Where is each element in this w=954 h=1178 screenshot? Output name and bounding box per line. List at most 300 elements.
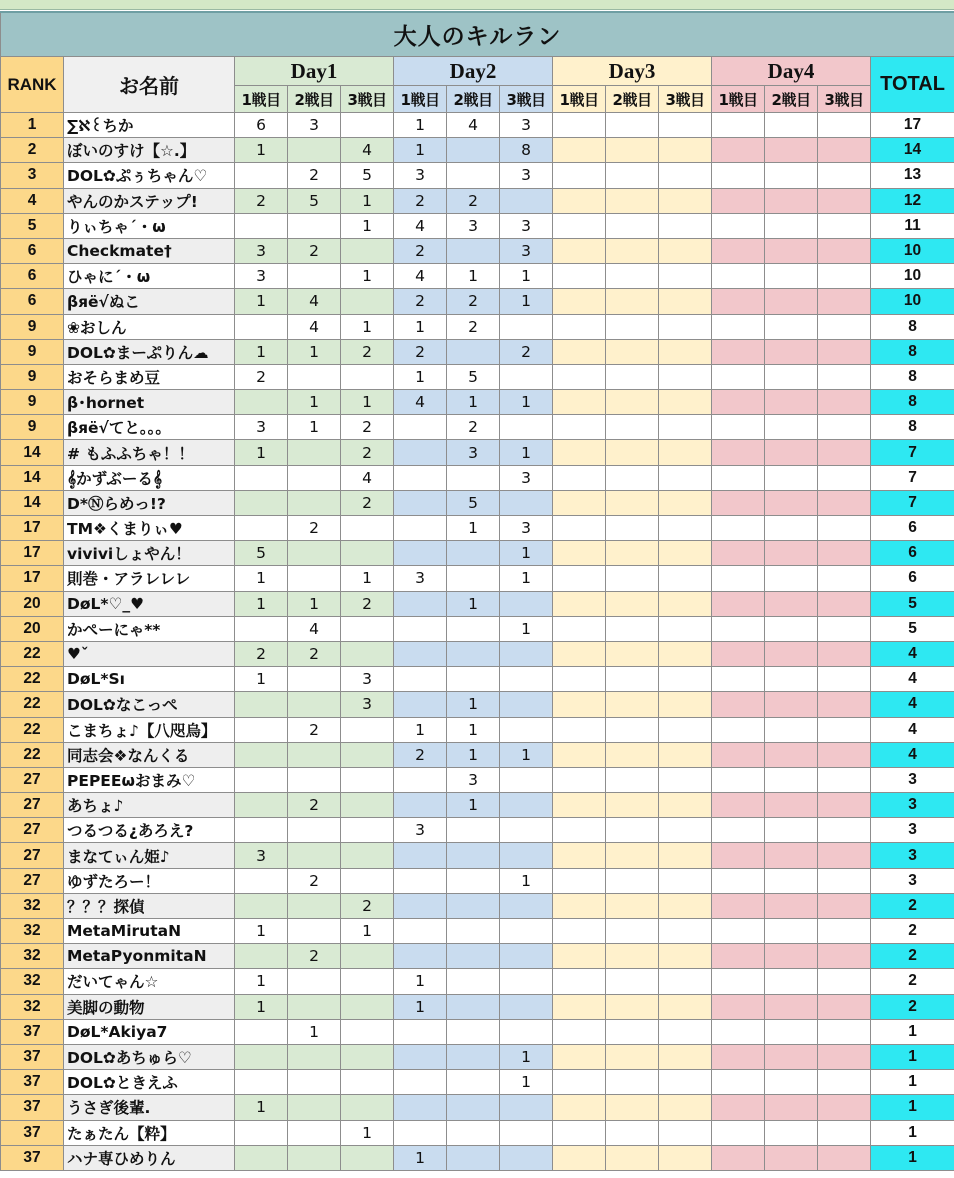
table-row (1, 969, 954, 994)
rank-header: RANK (1, 57, 64, 113)
rank-cell: 37 (1, 1019, 64, 1044)
day3-battle2-score-cell (606, 1070, 659, 1095)
day1-battle3-score-cell (341, 289, 394, 314)
day4-battle2-score-cell (765, 516, 818, 541)
player-name-cell: viviviしょやん！ (64, 541, 235, 566)
day1-battle3-score-cell: 2 (341, 440, 394, 465)
day2-battle3-score-cell: 1 (500, 541, 553, 566)
table-row (1, 566, 954, 591)
table-row (1, 188, 954, 213)
table-row (1, 692, 954, 717)
kill-ranking-table (0, 11, 954, 1171)
day1-battle2-score-cell (288, 465, 341, 490)
day4-battle2-score-cell (765, 415, 818, 440)
day4-battle1-score-cell (712, 213, 765, 238)
player-name-cell: りぃちゃ´・ω (64, 213, 235, 238)
day2-battle1-score-cell (394, 1095, 447, 1120)
day4-battle3-score-cell (818, 742, 871, 767)
day1-battle3-score-cell (341, 1070, 394, 1095)
day3-battle2-score-cell (606, 364, 659, 389)
day4-battle2-score-cell (765, 994, 818, 1019)
day2-battle2-score-cell (447, 969, 500, 994)
day4-battle3-score-cell (818, 616, 871, 641)
day4-battle3-score-cell (818, 994, 871, 1019)
day2-battle1-score-cell (394, 541, 447, 566)
rank-cell: 14 (1, 440, 64, 465)
total-cell: 3 (871, 793, 954, 818)
day3-battle3-score-cell (659, 919, 712, 944)
day2-battle3-score-cell: 1 (500, 566, 553, 591)
day2-battle2-score-cell: 1 (447, 390, 500, 415)
day1-battle3-score-cell: 5 (341, 163, 394, 188)
total-cell: 17 (871, 113, 954, 138)
day3-battle2-score-cell (606, 113, 659, 138)
day4-battle1-score-cell (712, 919, 765, 944)
day3-battle2-score-cell (606, 289, 659, 314)
day2-battle2-score-cell: 1 (447, 742, 500, 767)
day3-battle2-score-cell (606, 188, 659, 213)
day4-battle3-score-cell (818, 289, 871, 314)
day2-battle2-score-cell: 2 (447, 188, 500, 213)
day4-battle1-score-cell (712, 163, 765, 188)
player-name-cell: DOL✿ときえふ (64, 1070, 235, 1095)
total-cell: 2 (871, 994, 954, 1019)
day2-battle2-score-cell (447, 616, 500, 641)
day4-battle1-header: 1戦目 (712, 86, 765, 113)
day3-battle1-score-cell (553, 1095, 606, 1120)
day4-battle2-score-cell (765, 465, 818, 490)
day2-battle1-score-cell (394, 1044, 447, 1069)
day1-battle1-score-cell (235, 1070, 288, 1095)
day4-battle1-score-cell (712, 415, 765, 440)
day2-battle2-score-cell (447, 1070, 500, 1095)
day2-battle3-score-cell (500, 969, 553, 994)
day2-battle3-score-cell (500, 843, 553, 868)
day2-battle3-score-cell (500, 314, 553, 339)
day3-battle1-score-cell (553, 793, 606, 818)
total-cell: 6 (871, 541, 954, 566)
day1-battle2-score-cell (288, 440, 341, 465)
day1-battle3-score-cell: 1 (341, 390, 394, 415)
total-cell: 1 (871, 1044, 954, 1069)
total-cell: 4 (871, 667, 954, 692)
day2-battle3-score-cell: 3 (500, 465, 553, 490)
player-name-cell: かぺーにゃ** (64, 616, 235, 641)
day2-battle3-score-cell (500, 1145, 553, 1170)
day1-battle1-score-cell (235, 692, 288, 717)
total-cell: 4 (871, 692, 954, 717)
day1-battle1-score-cell (235, 818, 288, 843)
total-cell: 10 (871, 238, 954, 263)
day4-battle2-score-cell (765, 238, 818, 263)
day3-battle1-score-cell (553, 390, 606, 415)
day2-battle3-score-cell (500, 818, 553, 843)
day3-battle3-score-cell (659, 944, 712, 969)
day4-battle3-score-cell (818, 490, 871, 515)
day1-battle1-score-cell: 1 (235, 969, 288, 994)
rank-cell: 37 (1, 1044, 64, 1069)
player-name-cell: MetaMirutaN (64, 919, 235, 944)
day2-battle1-score-cell: 1 (394, 138, 447, 163)
rank-cell: 32 (1, 969, 64, 994)
day2-battle2-score-cell: 2 (447, 289, 500, 314)
day4-battle2-score-cell (765, 264, 818, 289)
total-cell: 1 (871, 1070, 954, 1095)
player-name-cell: βяё√ぬこ (64, 289, 235, 314)
total-cell: 7 (871, 440, 954, 465)
day3-battle3-score-cell (659, 641, 712, 666)
day2-battle1-score-cell (394, 1120, 447, 1145)
day4-battle3-score-cell (818, 893, 871, 918)
day3-battle2-score-cell (606, 868, 659, 893)
day2-battle1-score-cell: 4 (394, 264, 447, 289)
day1-battle1-score-cell (235, 314, 288, 339)
day3-battle1-score-cell (553, 138, 606, 163)
day2-battle1-score-cell (394, 641, 447, 666)
day2-battle2-score-cell: 1 (447, 591, 500, 616)
day3-battle3-score-cell (659, 868, 712, 893)
table-row (1, 994, 954, 1019)
day4-battle1-score-cell (712, 264, 765, 289)
day1-battle3-score-cell (341, 767, 394, 792)
day3-battle1-score-cell (553, 767, 606, 792)
day2-battle2-score-cell (447, 944, 500, 969)
day2-battle2-score-cell (447, 868, 500, 893)
total-cell: 2 (871, 944, 954, 969)
day2-battle2-score-cell (447, 566, 500, 591)
player-name-cell: やんのかステップ! (64, 188, 235, 213)
day1-battle2-score-cell: 3 (288, 113, 341, 138)
day1-battle2-score-cell: 2 (288, 163, 341, 188)
day2-battle1-score-cell (394, 1019, 447, 1044)
day4-battle1-score-cell (712, 490, 765, 515)
rank-cell: 22 (1, 717, 64, 742)
day1-battle2-score-cell: 2 (288, 717, 341, 742)
day1-battle1-score-cell: 1 (235, 289, 288, 314)
day4-battle2-score-cell (765, 213, 818, 238)
day4-battle2-score-cell (765, 1095, 818, 1120)
total-cell: 8 (871, 364, 954, 389)
day3-battle1-score-cell (553, 1019, 606, 1044)
day1-battle1-score-cell (235, 793, 288, 818)
day3-battle1-score-cell (553, 717, 606, 742)
day3-battle2-score-cell (606, 390, 659, 415)
table-row (1, 843, 954, 868)
day4-battle3-score-cell (818, 1070, 871, 1095)
day1-battle2-score-cell: 5 (288, 188, 341, 213)
day1-battle1-score-cell: 1 (235, 994, 288, 1019)
day4-battle3-score-cell (818, 818, 871, 843)
rank-cell: 9 (1, 339, 64, 364)
day4-battle1-score-cell (712, 641, 765, 666)
day3-battle3-score-cell (659, 667, 712, 692)
day3-battle3-score-cell (659, 163, 712, 188)
day4-battle2-score-cell (765, 314, 818, 339)
day1-battle3-score-cell (341, 944, 394, 969)
player-name-cell: つるつる¿あろえ? (64, 818, 235, 843)
player-name-cell: たぁたん【粋】 (64, 1120, 235, 1145)
day1-battle1-score-cell (235, 868, 288, 893)
day3-battle1-score-cell (553, 1120, 606, 1145)
player-name-cell: 則巻・アラレレレ (64, 566, 235, 591)
player-name-cell: D*Ⓝらめっ!? (64, 490, 235, 515)
day4-battle3-score-cell (818, 516, 871, 541)
rank-cell: 9 (1, 415, 64, 440)
day2-battle1-score-cell: 2 (394, 742, 447, 767)
total-cell: 8 (871, 339, 954, 364)
day3-battle1-score-cell (553, 289, 606, 314)
day4-battle3-score-cell (818, 667, 871, 692)
day2-battle1-score-cell: 2 (394, 339, 447, 364)
day4-battle3-score-cell (818, 793, 871, 818)
day1-battle1-score-cell (235, 490, 288, 515)
day2-battle2-score-cell (447, 1145, 500, 1170)
day4-battle3-score-cell (818, 868, 871, 893)
table-row (1, 793, 954, 818)
day1-battle1-score-cell: 3 (235, 264, 288, 289)
table-row (1, 516, 954, 541)
day4-battle3-score-cell (818, 264, 871, 289)
sheet-title: 大人のキルラン (1, 12, 954, 57)
day2-battle2-score-cell: 3 (447, 440, 500, 465)
rank-cell: 14 (1, 465, 64, 490)
day3-battle1-score-cell (553, 692, 606, 717)
day2-battle1-header: 1戦目 (394, 86, 447, 113)
day3-battle3-score-cell (659, 113, 712, 138)
day1-battle2-score-cell: 2 (288, 944, 341, 969)
day3-battle1-score-cell (553, 667, 606, 692)
day2-battle1-score-cell: 1 (394, 994, 447, 1019)
day2-battle2-score-cell (447, 163, 500, 188)
player-name-cell: あちょ♪ (64, 793, 235, 818)
total-cell: 12 (871, 188, 954, 213)
day2-battle2-score-cell (447, 667, 500, 692)
player-name-cell: ひゃに´・ω (64, 264, 235, 289)
day3-battle2-score-cell (606, 1120, 659, 1145)
day3-battle3-score-cell (659, 843, 712, 868)
day1-battle1-score-cell: 3 (235, 415, 288, 440)
day3-battle3-score-cell (659, 213, 712, 238)
rank-cell: 27 (1, 818, 64, 843)
day4-battle2-score-cell (765, 692, 818, 717)
table-row (1, 1070, 954, 1095)
rank-cell: 14 (1, 490, 64, 515)
day4-battle1-score-cell (712, 440, 765, 465)
day1-battle3-score-cell: 3 (341, 692, 394, 717)
day1-battle3-score-cell (341, 1145, 394, 1170)
day3-battle1-score-cell (553, 969, 606, 994)
rank-cell: 22 (1, 667, 64, 692)
day4-battle2-score-cell (765, 1120, 818, 1145)
rank-cell: 32 (1, 944, 64, 969)
day2-battle2-score-cell (447, 843, 500, 868)
day3-battle2-score-cell (606, 944, 659, 969)
rank-cell: 9 (1, 364, 64, 389)
player-name-cell: # もふふちゃ！！ (64, 440, 235, 465)
day3-battle2-score-cell (606, 692, 659, 717)
day1-battle3-score-cell (341, 793, 394, 818)
player-name-cell: DOL✿あちゅら♡ (64, 1044, 235, 1069)
day4-battle2-score-cell (765, 843, 818, 868)
day2-battle3-score-cell (500, 919, 553, 944)
day1-battle2-score-cell: 1 (288, 1019, 341, 1044)
day1-header: Day1 (235, 57, 394, 86)
day3-battle1-score-cell (553, 944, 606, 969)
table-row (1, 113, 954, 138)
day4-battle1-score-cell (712, 868, 765, 893)
day4-battle1-score-cell (712, 364, 765, 389)
table-row (1, 264, 954, 289)
day3-battle3-score-cell (659, 767, 712, 792)
day2-battle2-score-cell: 5 (447, 364, 500, 389)
day3-battle2-score-cell (606, 818, 659, 843)
day4-battle2-score-cell (765, 440, 818, 465)
day2-battle3-score-cell (500, 893, 553, 918)
day4-battle1-score-cell (712, 969, 765, 994)
day3-battle3-score-cell (659, 1095, 712, 1120)
day2-battle2-score-cell (447, 465, 500, 490)
day3-battle3-score-cell (659, 793, 712, 818)
day4-battle3-score-cell (818, 541, 871, 566)
day3-battle3-score-cell (659, 692, 712, 717)
day4-battle3-score-cell (818, 1095, 871, 1120)
table-row (1, 818, 954, 843)
day3-battle1-score-cell (553, 591, 606, 616)
day1-battle1-score-cell (235, 516, 288, 541)
day2-battle2-score-cell (447, 339, 500, 364)
day3-header: Day3 (553, 57, 712, 86)
day3-battle3-score-cell (659, 264, 712, 289)
rank-cell: 9 (1, 390, 64, 415)
day1-battle3-score-cell (341, 969, 394, 994)
day3-battle2-score-cell (606, 641, 659, 666)
day3-battle1-score-cell (553, 994, 606, 1019)
day1-battle3-score-cell: 4 (341, 138, 394, 163)
rank-cell: 22 (1, 641, 64, 666)
day3-battle1-score-cell (553, 616, 606, 641)
day1-battle1-score-cell (235, 390, 288, 415)
day2-battle3-score-cell: 1 (500, 390, 553, 415)
table-row (1, 238, 954, 263)
day3-battle1-score-cell (553, 163, 606, 188)
player-name-cell: βяё√てと。。。 (64, 415, 235, 440)
day1-battle1-score-cell: 1 (235, 1095, 288, 1120)
day1-battle3-score-cell (341, 868, 394, 893)
day1-battle3-score-cell (341, 641, 394, 666)
day3-battle2-score-cell (606, 566, 659, 591)
day1-battle2-score-cell (288, 1070, 341, 1095)
player-name-cell: TM❖くまりぃ♥ (64, 516, 235, 541)
rank-cell: 27 (1, 868, 64, 893)
day3-battle2-score-cell (606, 969, 659, 994)
day3-battle3-score-cell (659, 314, 712, 339)
day4-battle3-score-cell (818, 944, 871, 969)
total-cell: 3 (871, 843, 954, 868)
table-row (1, 1120, 954, 1145)
day3-battle3-score-cell (659, 1145, 712, 1170)
day2-battle3-score-cell: 1 (500, 868, 553, 893)
day2-battle3-score-cell: 3 (500, 113, 553, 138)
day1-battle2-score-cell (288, 667, 341, 692)
table-row (1, 339, 954, 364)
day4-battle2-score-cell (765, 163, 818, 188)
day4-battle2-score-cell (765, 919, 818, 944)
day1-battle1-score-cell: 5 (235, 541, 288, 566)
day1-battle3-score-cell (341, 843, 394, 868)
day2-battle1-score-cell (394, 415, 447, 440)
day4-battle3-score-cell (818, 717, 871, 742)
day1-battle3-score-cell: 1 (341, 314, 394, 339)
day3-battle3-score-cell (659, 339, 712, 364)
day3-battle3-score-cell (659, 138, 712, 163)
rank-cell: 17 (1, 566, 64, 591)
day4-battle1-score-cell (712, 994, 765, 1019)
day2-battle3-score-cell: 3 (500, 516, 553, 541)
day1-battle2-score-cell (288, 994, 341, 1019)
sheet-top-strip (0, 0, 954, 10)
rank-cell: 32 (1, 994, 64, 1019)
total-cell: 4 (871, 742, 954, 767)
day2-battle2-score-cell (447, 1019, 500, 1044)
day1-battle1-score-cell (235, 213, 288, 238)
rank-cell: 1 (1, 113, 64, 138)
day3-battle3-score-cell (659, 390, 712, 415)
table-row (1, 919, 954, 944)
day4-battle2-score-cell (765, 390, 818, 415)
day1-battle3-score-cell (341, 113, 394, 138)
day3-battle2-score-cell (606, 415, 659, 440)
day4-battle2-score-cell (765, 868, 818, 893)
day2-battle1-score-cell (394, 793, 447, 818)
day1-battle1-score-cell (235, 767, 288, 792)
day1-battle1-score-cell: 3 (235, 843, 288, 868)
total-cell: 1 (871, 1120, 954, 1145)
day3-battle3-score-cell (659, 364, 712, 389)
day4-battle3-score-cell (818, 213, 871, 238)
day1-battle1-score-cell: 6 (235, 113, 288, 138)
day3-battle2-score-cell (606, 138, 659, 163)
day1-battle2-score-cell: 4 (288, 314, 341, 339)
day4-battle2-score-cell (765, 1044, 818, 1069)
day2-battle3-score-cell (500, 793, 553, 818)
day3-battle3-score-cell (659, 289, 712, 314)
day4-battle1-score-cell (712, 138, 765, 163)
day2-battle1-score-cell: 1 (394, 969, 447, 994)
rank-cell: 17 (1, 516, 64, 541)
day2-battle3-score-cell (500, 1120, 553, 1145)
table-row (1, 667, 954, 692)
day2-battle1-score-cell: 1 (394, 1145, 447, 1170)
table-row (1, 944, 954, 969)
total-cell: 3 (871, 868, 954, 893)
day1-battle2-score-cell (288, 767, 341, 792)
day3-battle2-score-cell (606, 717, 659, 742)
day1-battle3-score-cell: 2 (341, 415, 394, 440)
day4-battle1-score-cell (712, 667, 765, 692)
day4-battle2-score-cell (765, 742, 818, 767)
day4-battle3-score-cell (818, 919, 871, 944)
day4-battle2-score-cell (765, 969, 818, 994)
day2-battle3-score-cell (500, 717, 553, 742)
day2-battle1-score-cell (394, 667, 447, 692)
day1-battle1-score-cell: 2 (235, 188, 288, 213)
day3-battle2-score-cell (606, 1095, 659, 1120)
day4-battle3-score-cell (818, 641, 871, 666)
total-cell: 1 (871, 1095, 954, 1120)
day3-battle3-score-cell (659, 717, 712, 742)
day3-battle2-score-cell (606, 490, 659, 515)
day4-battle1-score-cell (712, 767, 765, 792)
